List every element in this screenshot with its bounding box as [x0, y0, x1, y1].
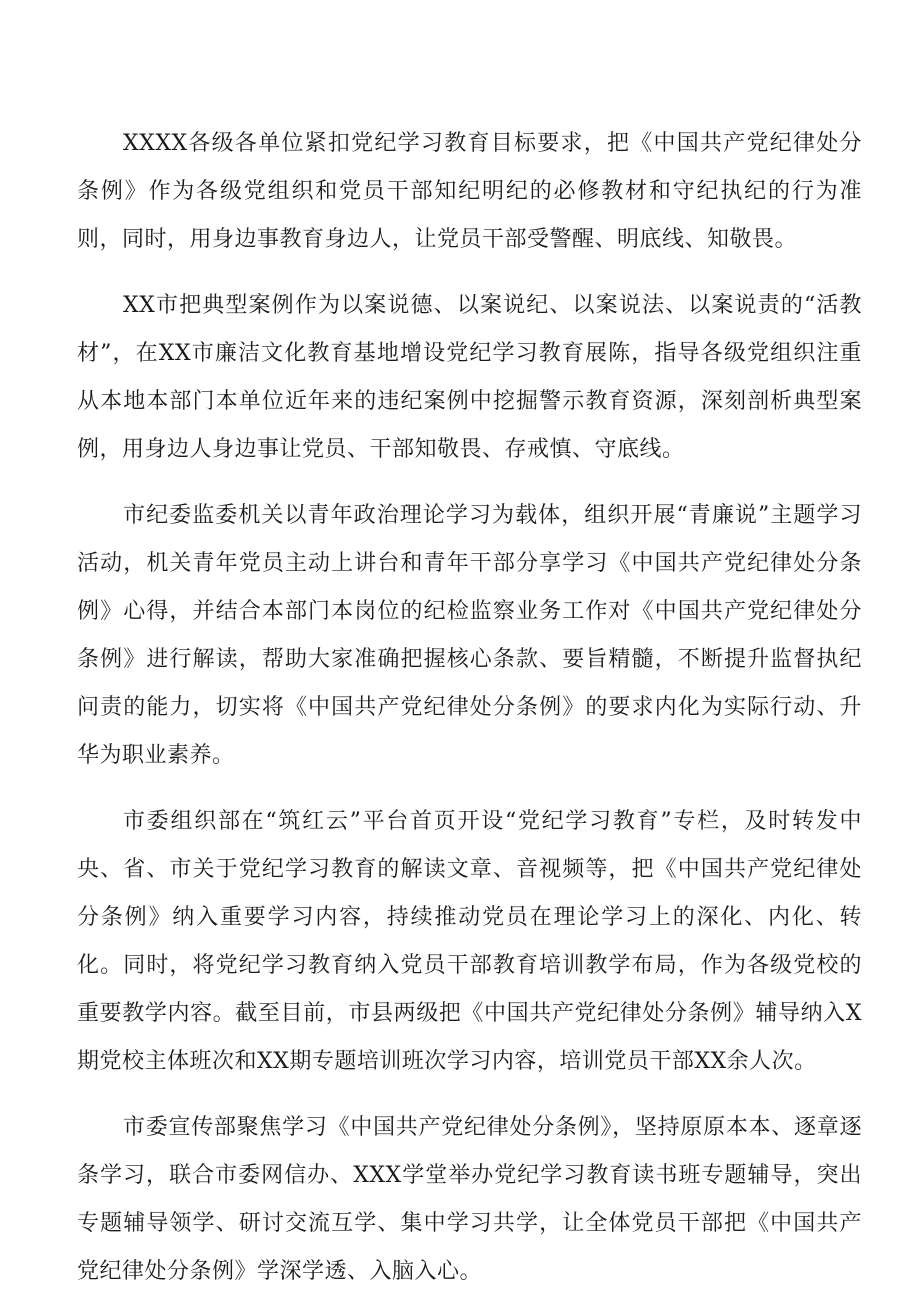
paragraph-2: XX市把典型案例作为以案说德、以案说纪、以案说法、以案说责的“活教材”，在XX市廉洁文化教育基地增设党纪学习教育展陈，指导各级党组织注重从本地本部门本单位近年来的违纪案例中挖掘警示教育资源，深刻剖析典型案例，用身边人身边事让党员、干部知敬畏、存戒慎、守底线。: [77, 293, 862, 462]
paragraph-3: 市纪委监委机关以青年政治理论学习为载体，组织开展“青廉说”主题学习活动，机关青年党员主动上讲台和青年干部分享学习《中国共产党纪律处分条例》心得，并结合本部门本岗位的纪检监察业务工作对《中国共产党纪律处分条例》进行解读，帮助大家准确把握核心条款、要旨精髓，不断提升监督执纪问责的能力，切实将《中国共产党纪律处分条例》的要求内化为实际行动、升华为职业素养。: [77, 503, 862, 768]
paragraph-5: 市委宣传部聚焦学习《中国共产党纪律处分条例》，坚持原原本本、逐章逐条学习，联合市委网信办、XXX学堂举办党纪学习教育读书班专题辅导，突出专题辅导领学、研讨交流互学、集中学习共学，让全体党员干部把《中国共产党纪律处分条例》学深学透、入脑入心。: [77, 1115, 862, 1284]
paragraph-1: XXXX各级各单位紧扣党纪学习教育目标要求，把《中国共产党纪律处分条例》作为各级党组织和党员干部知纪明纪的必修教材和守纪执纪的行为准则，同时，用身边事教育身边人，让党员干部受警醒、明底线、知敬畏。: [77, 131, 862, 252]
paragraph-4: 市委组织部在“筑红云”平台首页开设“党纪学习教育”专栏，及时转发中央、省、市关于党纪学习教育的解读文章、音视频等，把《中国共产党纪律处分条例》纳入重要学习内容，持续推动党员在理论学习上的深化、内化、转化。同时，将党纪学习教育纳入党员干部教育培训教学布局，作为各级党校的重要教学内容。截至目前，市县两级把《中国共产党纪律处分条例》辅导纳入X期党校主体班次和XX期专题培训班次学习内容，培训党员干部XX余人次。: [77, 809, 862, 1074]
document-body: [77, 120, 862, 1314]
